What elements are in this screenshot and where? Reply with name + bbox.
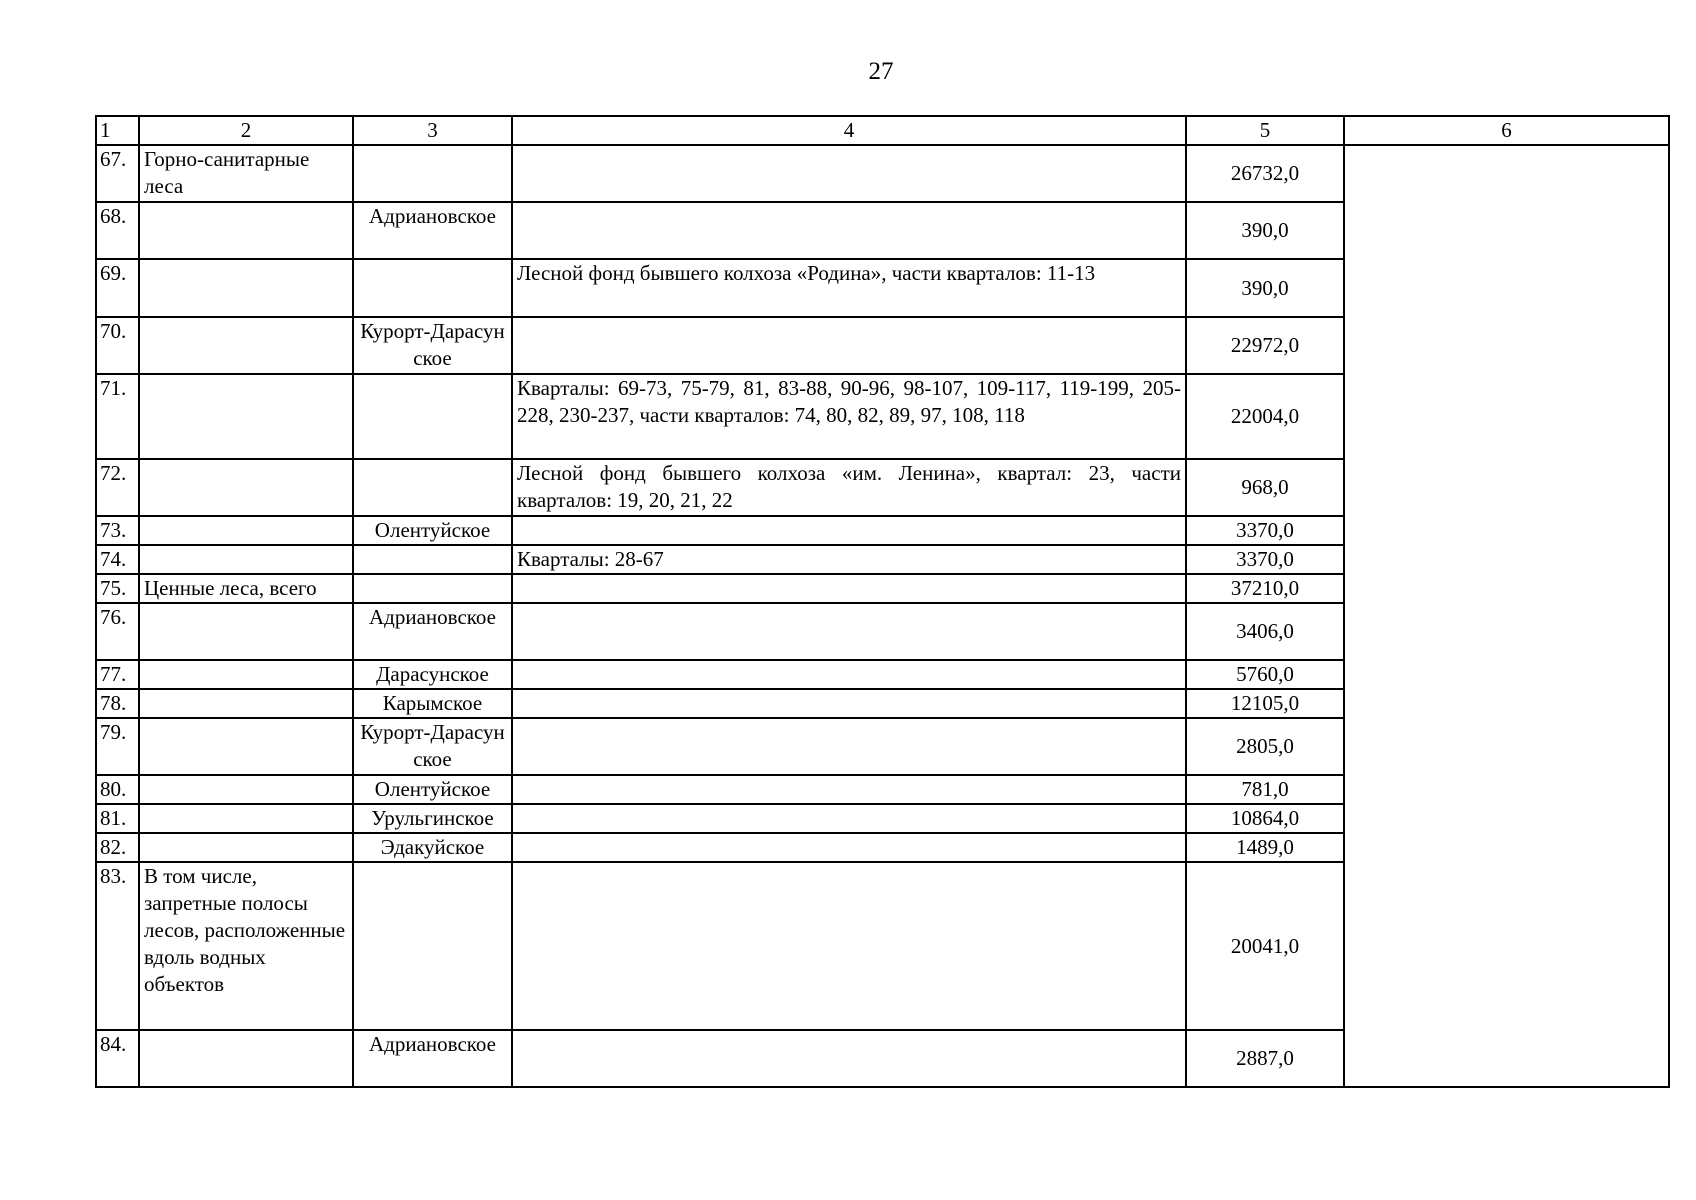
area-cell: 390,0	[1186, 259, 1344, 317]
row-number: 69.	[96, 259, 139, 317]
description-cell	[512, 775, 1186, 804]
row-number: 82.	[96, 833, 139, 862]
row-number: 81.	[96, 804, 139, 833]
category-cell: В том числе, запретные полосы лесов, расположенные вдоль водных объектов	[139, 862, 353, 1030]
forest-table	[95, 115, 1670, 1088]
settlement-cell: Эдакуйское	[353, 833, 512, 862]
settlement-cell: Адриановское	[353, 603, 512, 660]
area-cell: 5760,0	[1186, 660, 1344, 689]
area-cell: 2805,0	[1186, 718, 1344, 775]
category-cell	[139, 804, 353, 833]
description-cell	[512, 574, 1186, 603]
settlement-cell: Курорт-Дарасунское	[353, 317, 512, 374]
header-cell: 3	[353, 116, 512, 145]
settlement-cell	[353, 862, 512, 1030]
description-cell: Кварталы: 69-73, 75-79, 81, 83-88, 90-96, 98-107, 109-117, 119-199, 205-228, 230-237, части кварталов: 74, 80, 82, 89, 97, 108, 118	[512, 374, 1186, 459]
area-cell: 37210,0	[1186, 574, 1344, 603]
description-cell	[512, 516, 1186, 545]
category-cell	[139, 202, 353, 259]
category-cell	[139, 660, 353, 689]
settlement-cell: Олентуйское	[353, 775, 512, 804]
description-cell	[512, 718, 1186, 775]
description-cell: Лесной фонд бывшего колхоза «Родина», части кварталов: 11-13	[512, 259, 1186, 317]
table-header-row	[96, 116, 1669, 145]
settlement-cell: Курорт-Дарасунское	[353, 718, 512, 775]
category-cell	[139, 718, 353, 775]
area-cell: 22972,0	[1186, 317, 1344, 374]
row-number: 70.	[96, 317, 139, 374]
row-number: 74.	[96, 545, 139, 574]
settlement-cell: Адриановское	[353, 202, 512, 259]
row-number: 76.	[96, 603, 139, 660]
description-cell	[512, 660, 1186, 689]
settlement-cell: Карымское	[353, 689, 512, 718]
row-number: 67.	[96, 145, 139, 202]
description-cell	[512, 833, 1186, 862]
description-cell	[512, 689, 1186, 718]
category-cell	[139, 516, 353, 545]
settlement-cell	[353, 574, 512, 603]
category-cell: Ценные леса, всего	[139, 574, 353, 603]
page-number: 27	[868, 58, 894, 85]
settlement-cell: Олентуйское	[353, 516, 512, 545]
settlement-cell	[353, 259, 512, 317]
area-cell: 1489,0	[1186, 833, 1344, 862]
row-number: 79.	[96, 718, 139, 775]
description-cell	[512, 804, 1186, 833]
category-cell	[139, 1030, 353, 1087]
row-number: 75.	[96, 574, 139, 603]
row-number: 84.	[96, 1030, 139, 1087]
description-cell	[512, 1030, 1186, 1087]
category-cell	[139, 833, 353, 862]
category-cell	[139, 374, 353, 459]
area-cell: 781,0	[1186, 775, 1344, 804]
area-cell: 3370,0	[1186, 516, 1344, 545]
settlement-cell: Дарасунское	[353, 660, 512, 689]
settlement-cell	[353, 459, 512, 516]
settlement-cell	[353, 145, 512, 202]
area-cell: 22004,0	[1186, 374, 1344, 459]
area-cell: 3370,0	[1186, 545, 1344, 574]
description-cell	[512, 202, 1186, 259]
row-number: 80.	[96, 775, 139, 804]
category-cell	[139, 775, 353, 804]
description-cell	[512, 317, 1186, 374]
area-cell: 390,0	[1186, 202, 1344, 259]
settlement-cell: Адриановское	[353, 1030, 512, 1087]
settlement-cell	[353, 545, 512, 574]
category-cell: Горно-санитарные леса	[139, 145, 353, 202]
row-number: 78.	[96, 689, 139, 718]
category-cell	[139, 317, 353, 374]
notes-cell	[1344, 145, 1669, 1087]
category-cell	[139, 603, 353, 660]
description-cell: Кварталы: 28-67	[512, 545, 1186, 574]
area-cell: 2887,0	[1186, 1030, 1344, 1087]
settlement-cell: Урульгинское	[353, 804, 512, 833]
category-cell	[139, 259, 353, 317]
header-cell: 5	[1186, 116, 1344, 145]
category-cell	[139, 689, 353, 718]
category-cell	[139, 545, 353, 574]
settlement-cell	[353, 374, 512, 459]
description-cell	[512, 145, 1186, 202]
area-cell: 12105,0	[1186, 689, 1344, 718]
header-cell: 4	[512, 116, 1186, 145]
table-row	[96, 145, 1669, 202]
header-cell: 1	[96, 116, 139, 145]
description-cell	[512, 603, 1186, 660]
row-number: 71.	[96, 374, 139, 459]
description-cell	[512, 862, 1186, 1030]
row-number: 68.	[96, 202, 139, 259]
area-cell: 10864,0	[1186, 804, 1344, 833]
description-cell: Лесной фонд бывшего колхоза «им. Ленина», квартал: 23, части кварталов: 19, 20, 21, 22	[512, 459, 1186, 516]
row-number: 73.	[96, 516, 139, 545]
area-cell: 20041,0	[1186, 862, 1344, 1030]
area-cell: 968,0	[1186, 459, 1344, 516]
row-number: 83.	[96, 862, 139, 1030]
header-cell: 2	[139, 116, 353, 145]
row-number: 72.	[96, 459, 139, 516]
area-cell: 3406,0	[1186, 603, 1344, 660]
row-number: 77.	[96, 660, 139, 689]
category-cell	[139, 459, 353, 516]
header-cell: 6	[1344, 116, 1669, 145]
area-cell: 26732,0	[1186, 145, 1344, 202]
